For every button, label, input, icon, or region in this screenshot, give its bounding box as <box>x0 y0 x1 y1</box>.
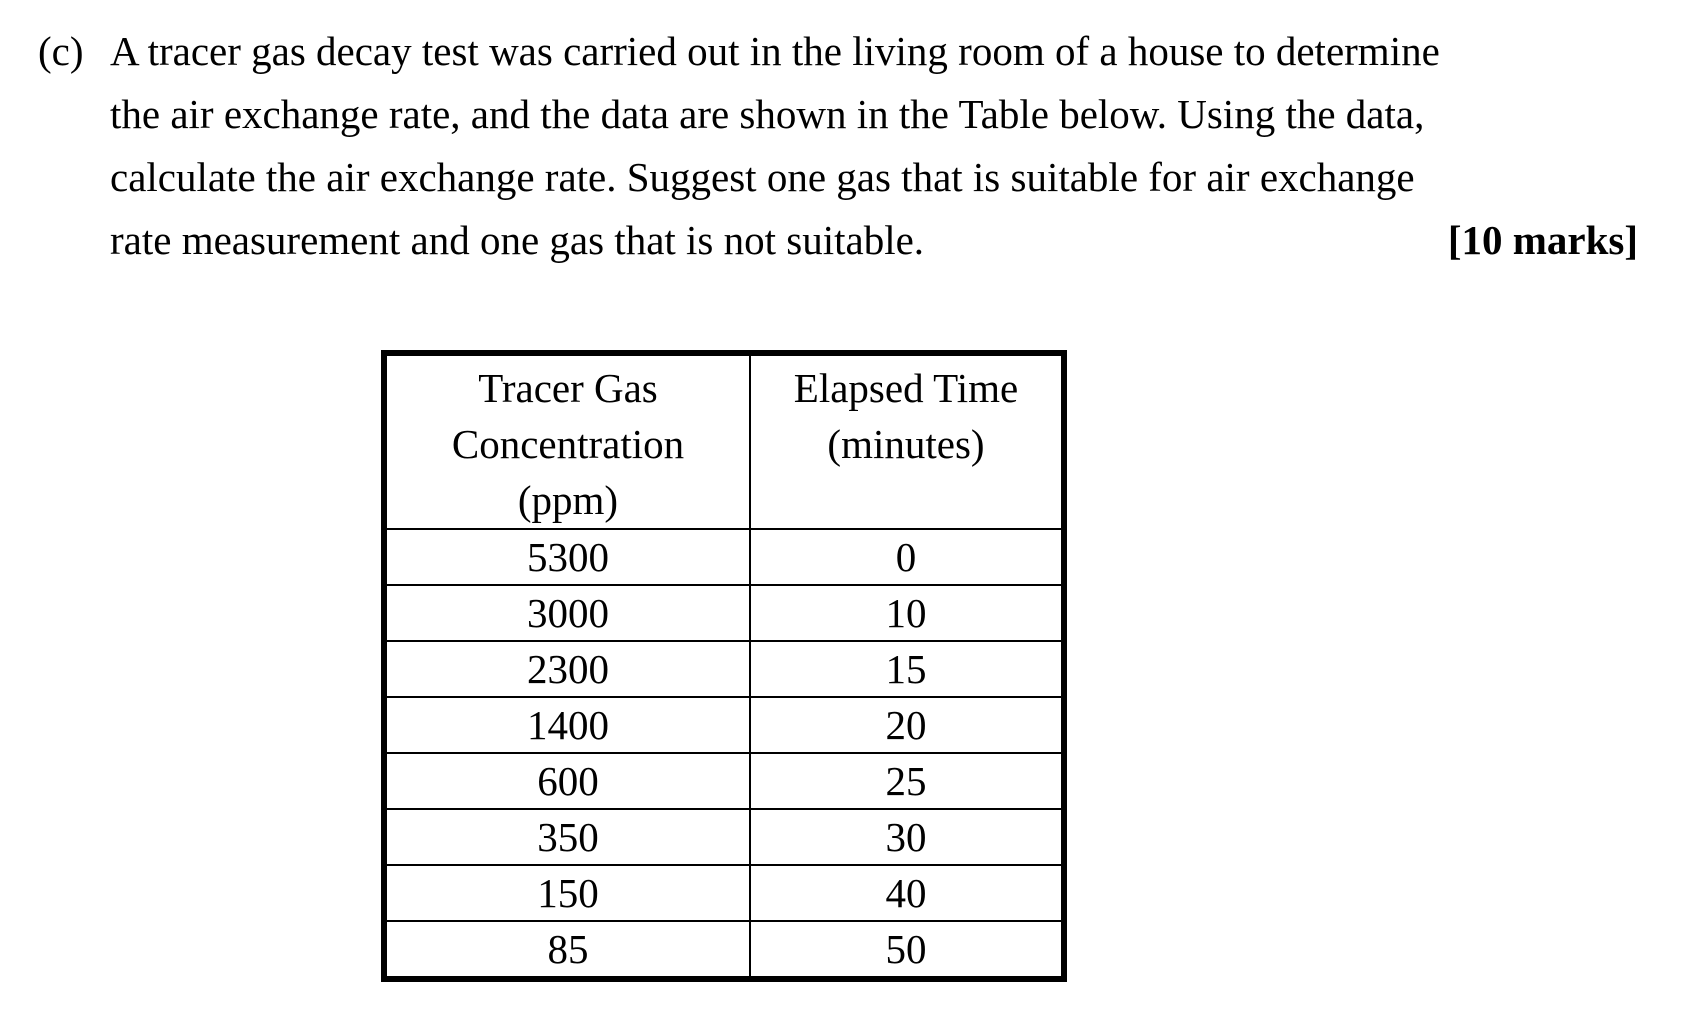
table-row <box>384 529 1064 585</box>
concentration-cell: 600 <box>384 753 750 809</box>
header-text: Tracer Gas <box>478 365 658 411</box>
concentration-cell: 2300 <box>384 641 750 697</box>
time-cell: 15 <box>750 641 1064 697</box>
time-cell: 25 <box>750 753 1064 809</box>
time-cell: 0 <box>750 529 1064 585</box>
concentration-cell: 3000 <box>384 585 750 641</box>
table-row <box>384 641 1064 697</box>
header-concentration <box>384 353 750 529</box>
question-block <box>38 20 1638 272</box>
question-line-4 <box>38 209 1638 272</box>
time-cell: 20 <box>750 697 1064 753</box>
header-text: Concentration <box>451 421 685 467</box>
table-row <box>384 585 1064 641</box>
marks-label: [10 marks] <box>1447 217 1638 263</box>
question-text-line: A tracer gas decay test was carried out in the living room of a house to determine <box>110 28 1440 74</box>
time-cell: 30 <box>750 809 1064 865</box>
concentration-cell: 350 <box>384 809 750 865</box>
table-row <box>384 809 1064 865</box>
question-line-1 <box>38 20 1638 83</box>
time-cell: 50 <box>750 921 1064 979</box>
time-cell: 40 <box>750 865 1064 921</box>
tracer-gas-table <box>381 350 1067 982</box>
header-elapsed-time <box>750 353 1064 529</box>
concentration-cell: 150 <box>384 865 750 921</box>
concentration-cell: 5300 <box>384 529 750 585</box>
header-text: Elapsed Time <box>793 365 1019 411</box>
question-text-line: calculate the air exchange rate. Suggest one gas that is suitable for air exchange <box>110 154 1415 200</box>
concentration-cell: 1400 <box>384 697 750 753</box>
question-label: (c) <box>38 28 84 74</box>
table-row <box>384 921 1064 979</box>
table-row <box>384 697 1064 753</box>
table-header-row <box>384 353 1064 529</box>
question-line-2 <box>38 83 1638 146</box>
concentration-cell: 85 <box>384 921 750 979</box>
question-line-3 <box>38 146 1638 209</box>
question-last-line <box>110 209 1638 272</box>
header-text: (minutes) <box>827 421 985 467</box>
question-text-line: rate measurement and one gas that is not suitable. <box>110 217 925 263</box>
question-text-line: the air exchange rate, and the data are shown in the Table below. Using the data, <box>110 91 1425 137</box>
table-row <box>384 865 1064 921</box>
header-text: (ppm) <box>517 477 619 523</box>
time-cell: 10 <box>750 585 1064 641</box>
table-row <box>384 753 1064 809</box>
